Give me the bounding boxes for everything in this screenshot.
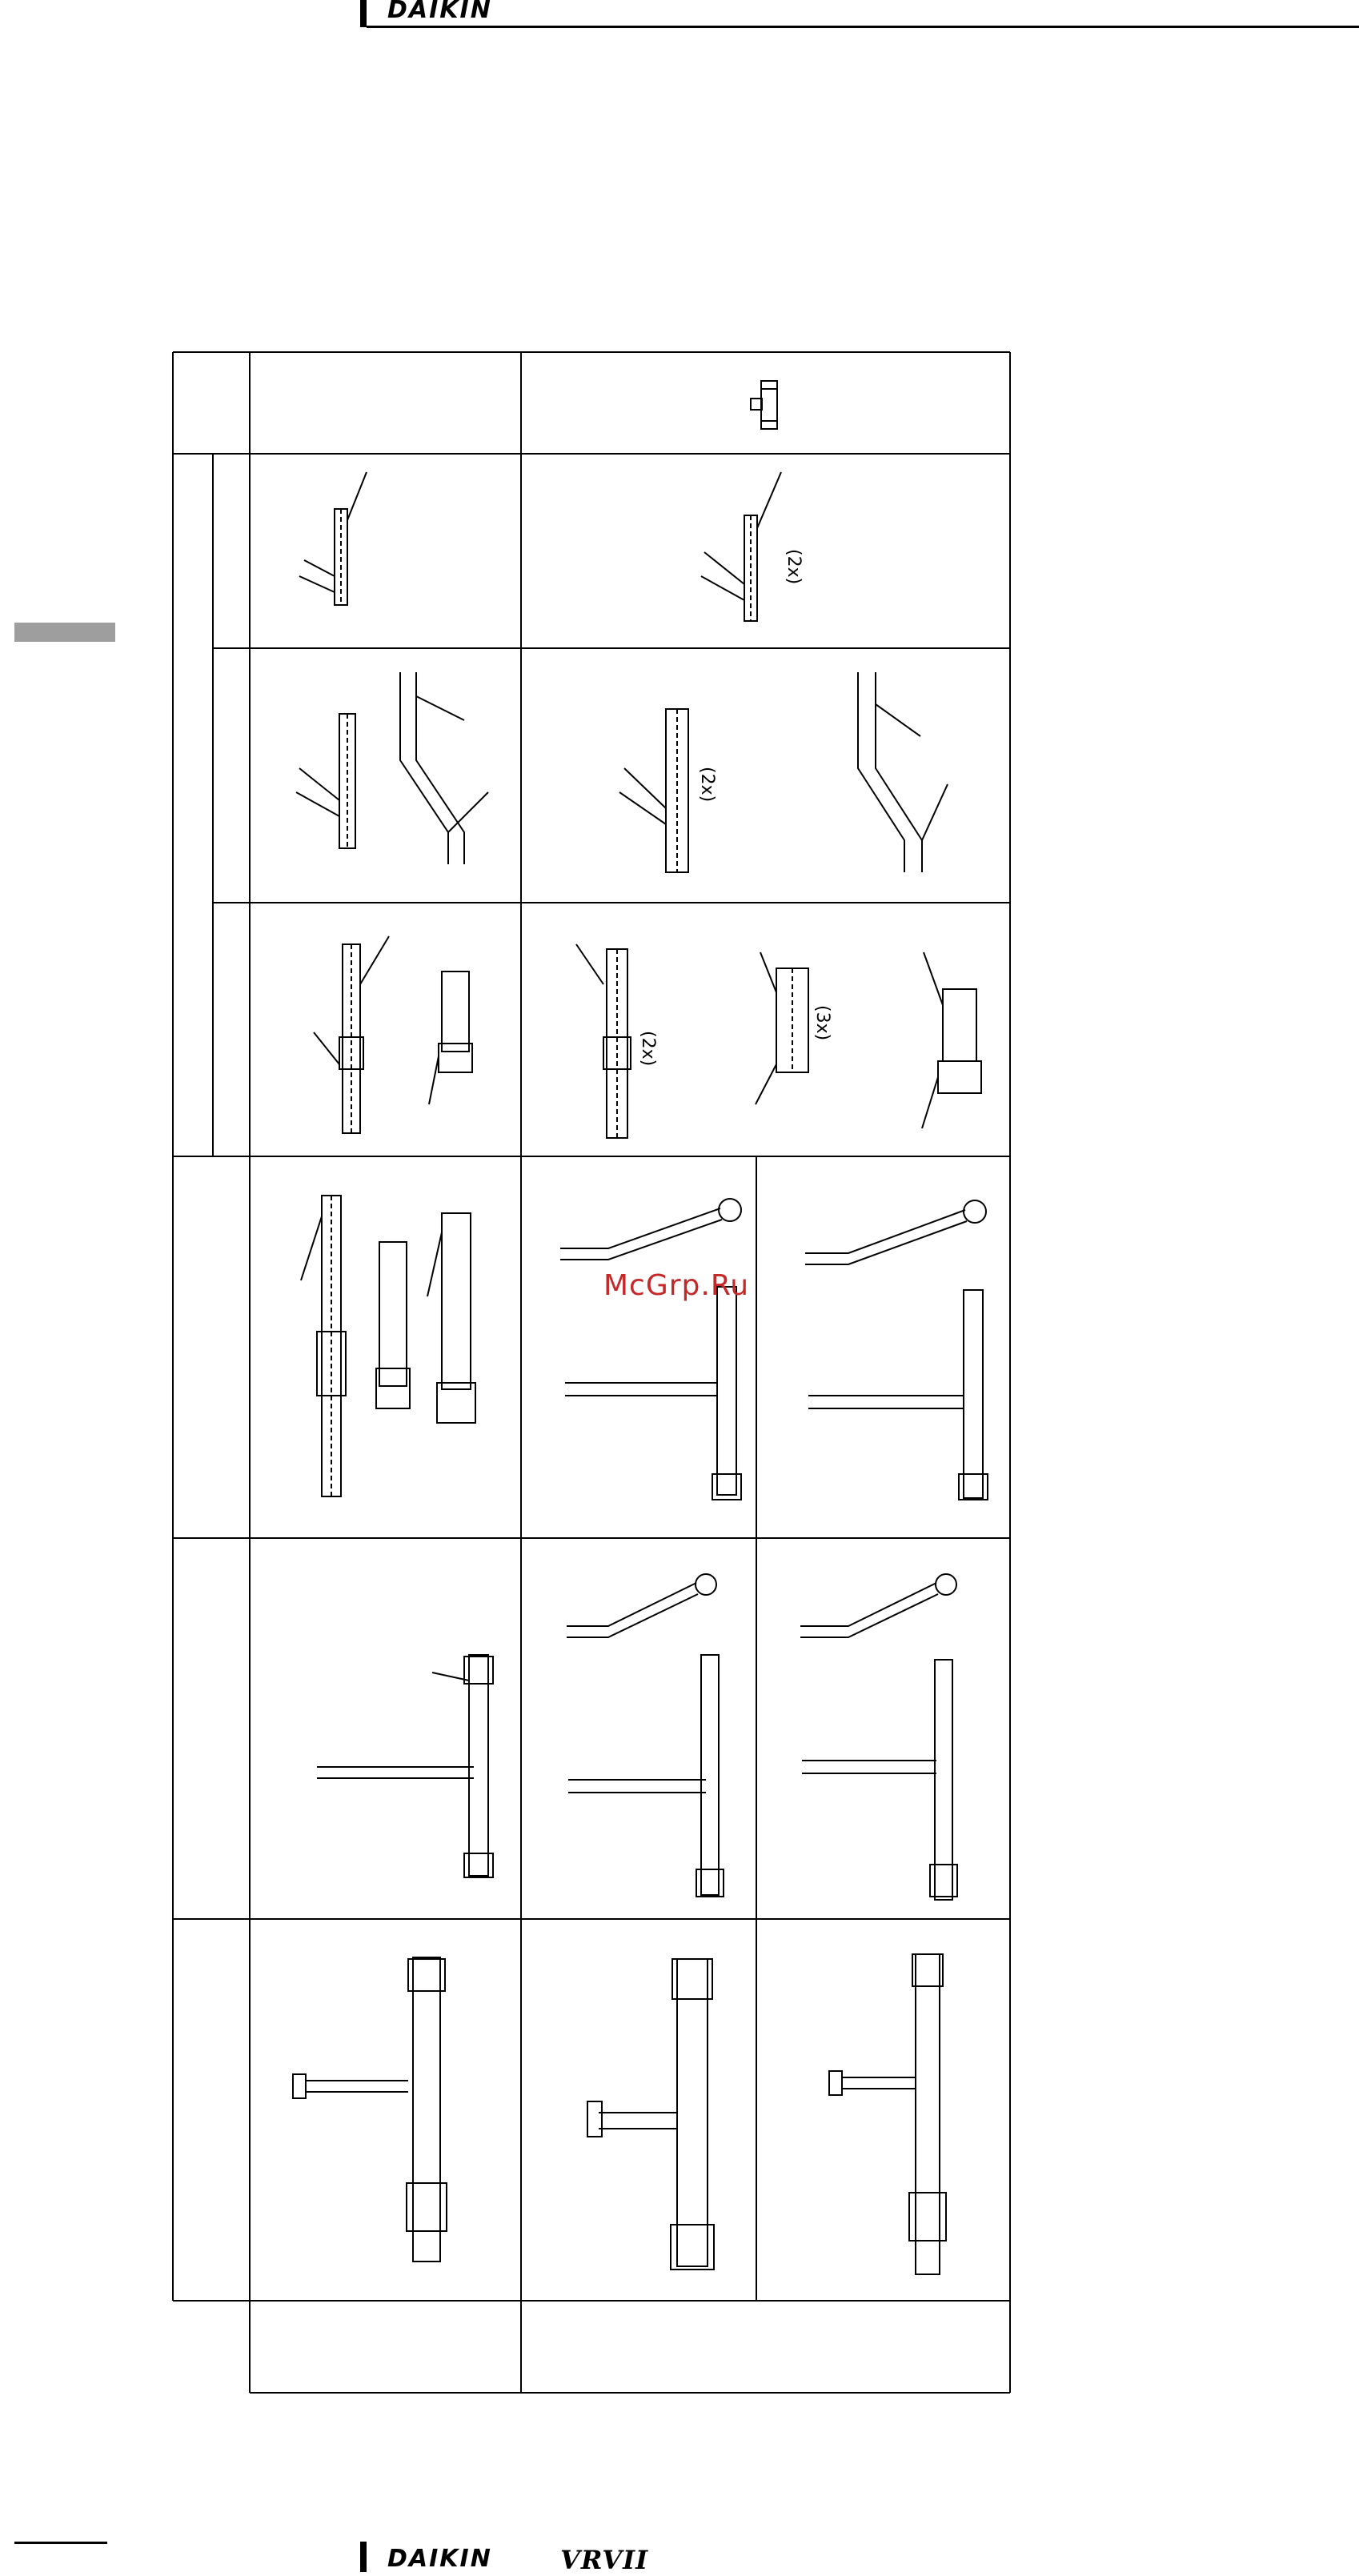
model-logo: VRVII	[560, 2545, 649, 2575]
row6-fittings	[293, 1954, 946, 2274]
watermark-text: McGrp.Ru	[603, 1269, 750, 1302]
quantity-note-row3-a: (2x)	[638, 1031, 658, 1067]
brand-logo-top: DAIKIN	[387, 0, 492, 24]
footer-rule-left	[14, 2542, 107, 2544]
quantity-note-row1: (2x)	[784, 549, 804, 585]
footer-mark	[360, 2542, 367, 2572]
row2-fittings	[296, 672, 948, 872]
quantity-note-row3-b: (3x)	[812, 1005, 832, 1041]
row4-fittings	[301, 1196, 988, 1500]
brand-logo-bottom: DAIKIN	[387, 2545, 492, 2573]
row1-fittings	[299, 472, 781, 621]
quantity-note-row2: (2x)	[697, 767, 717, 803]
row5-fittings	[317, 1574, 957, 1900]
refnet-joint-icon	[751, 381, 777, 429]
